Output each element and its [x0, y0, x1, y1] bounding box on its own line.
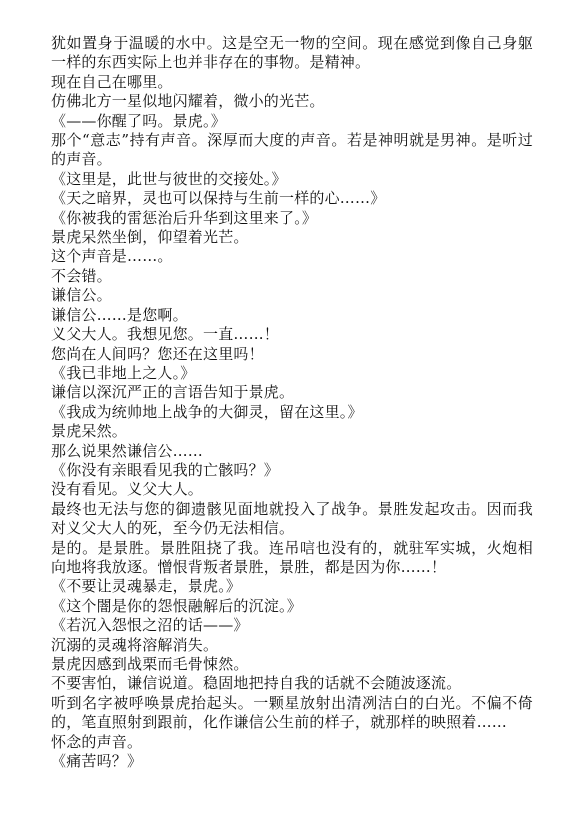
paragraph-21: 《你没有亲眼看见我的亡骸吗？》 [51, 460, 280, 479]
paragraph-7: 《天之暗界，灵也可以保持与生前一样的心……》 [51, 189, 386, 208]
paragraph-1: 犹如置身于温暖的水中。这是空无一物的空间。现在感觉到像自己身躯一样的东西实际上也并非存在的事物。是精神。 [51, 34, 533, 72]
paragraph-25: 《不要让灵魂暴走，景虎。》 [51, 577, 242, 596]
paragraph-18: 《我成为统帅地上战争的大御灵，留在这里。》 [51, 402, 363, 421]
paragraph-15: 您尚在人间吗？您还在这里吗！ [51, 344, 264, 363]
paragraph-9: 景虎呆然坐倒，仰望着光芒。 [51, 228, 249, 247]
paragraph-31: 听到名字被呼唤景虎抬起头。一颗星放射出清冽洁白的白光。不偏不倚的，笔直照射到跟前，化作谦信公生前的样子，就那样的映照着…… [51, 693, 533, 732]
paragraph-33: 《痛苦吗？》 [51, 752, 143, 771]
paragraph-17: 谦信以深沉严正的言语告知于景虎。 [51, 383, 295, 402]
paragraph-29: 景虎因感到战栗而毛骨悚然。 [51, 655, 249, 673]
paragraph-12: 谦信公。 [51, 286, 112, 305]
paragraph-27: 《若沉入怨恨之沼的话——》 [51, 616, 249, 635]
paragraph-4: 《——你醒了吗。景虎。》 [51, 111, 226, 130]
paragraph-26: 《这个闇是你的怨恨融解后的沉淀。》 [51, 596, 302, 615]
paragraph-14: 义父大人。我想见您。一直……！ [51, 325, 280, 344]
paragraph-3: 仿佛北方一星似地闪耀着，微小的光芒。 [51, 92, 325, 111]
paragraph-24: 是的。是景胜。景胜阻挠了我。连吊唁也没有的，就驻军实城，火炮相向地将我放逐。憎恨背叛者景胜，景胜，都是因为你……！ [51, 538, 533, 576]
paragraph-30: 不要害怕，谦信说道。稳固地把持自我的话就不会随波逐流。 [51, 674, 462, 693]
paragraph-23: 最终也无法与您的御遗骸见面地就投入了战争。景胜发起攻击。因而我对义父大人的死，至今仍无法相信。 [51, 499, 533, 538]
paragraph-2: 现在自己在哪里。 [51, 72, 173, 91]
paragraph-6: 《这里是，此世与彼世的交接处。》 [51, 169, 287, 188]
paragraph-13: 谦信公……是您啊。 [51, 305, 188, 324]
paragraph-28: 沉溺的灵魂将溶解消失。 [51, 635, 219, 654]
paragraph-20: 那么说果然谦信公…… [51, 441, 204, 460]
paragraph-11: 不会错。 [51, 266, 112, 285]
paragraph-22: 没有看见。义父大人。 [51, 480, 204, 499]
paragraph-8: 《你被我的雷惩治后升华到这里来了。》 [51, 208, 318, 227]
paragraph-19: 景虎呆然。 [51, 422, 128, 441]
paragraph-10: 这个声音是……。 [51, 247, 173, 266]
paragraph-16: 《我已非地上之人。》 [51, 363, 196, 382]
paragraph-5: 那个“意志”持有声音。深厚而大度的声音。若是神明就是男神。是听过的声音。 [51, 131, 533, 169]
paragraph-32: 怀念的声音。 [51, 732, 143, 751]
